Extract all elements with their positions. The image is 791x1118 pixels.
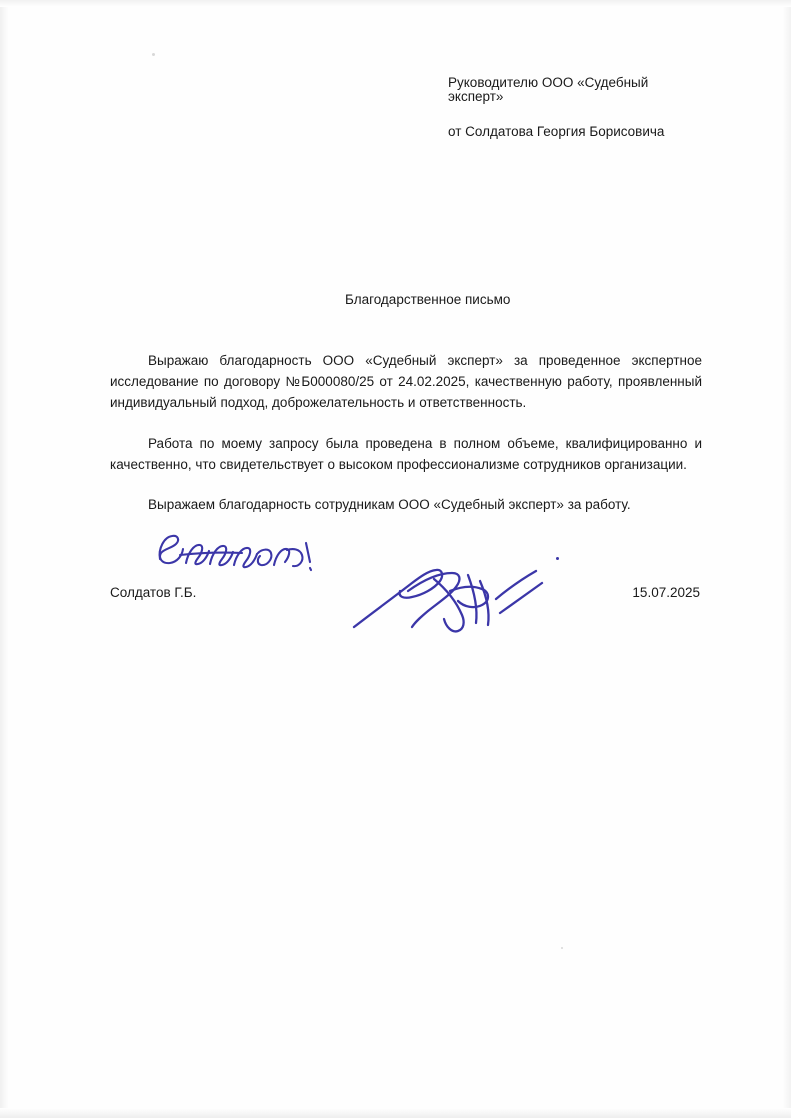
scan-edge-bottom — [0, 1108, 791, 1118]
signature-block — [110, 529, 702, 639]
signature-scribble-icon — [350, 561, 570, 639]
scan-edge-right — [782, 0, 791, 1118]
handwritten-note-icon — [150, 529, 370, 579]
page-title: Благодарственное письмо — [345, 291, 511, 307]
signature-date: 15.07.2025 — [632, 585, 700, 601]
scan-speck — [561, 947, 563, 949]
body-paragraph-3: Выражаем благодарность сотрудникам ООО «Судебный эксперт» за работу. — [148, 497, 631, 513]
addressee-line-2: от Солдатова Георгия Борисовича — [448, 124, 665, 140]
signature-row — [110, 585, 702, 600]
addressee-block — [448, 76, 702, 140]
scan-edge-left — [0, 0, 9, 1118]
body-paragraph-2: Работа по моему запросу была проведена в полном объеме, квалифицированно и качественно, что свидетельствует о высоком профессионализме сотрудников организации. — [110, 435, 702, 472]
signer-name: Солдатов Г.Б. — [110, 585, 197, 601]
document-content — [110, 0, 702, 639]
body-paragraph-1: Выражаю благодарность ООО «Судебный эксперт» за проведенное экспертное исследование по договору №Б000080/25 от 24.02.2025, качественную работу, проявленный индивидуальный подход, доброжелательность и ответственность. — [110, 352, 702, 411]
ink-dot — [556, 557, 559, 560]
addressee-line-1: Руководителю ООО «Судебный эксперт» — [448, 75, 649, 105]
